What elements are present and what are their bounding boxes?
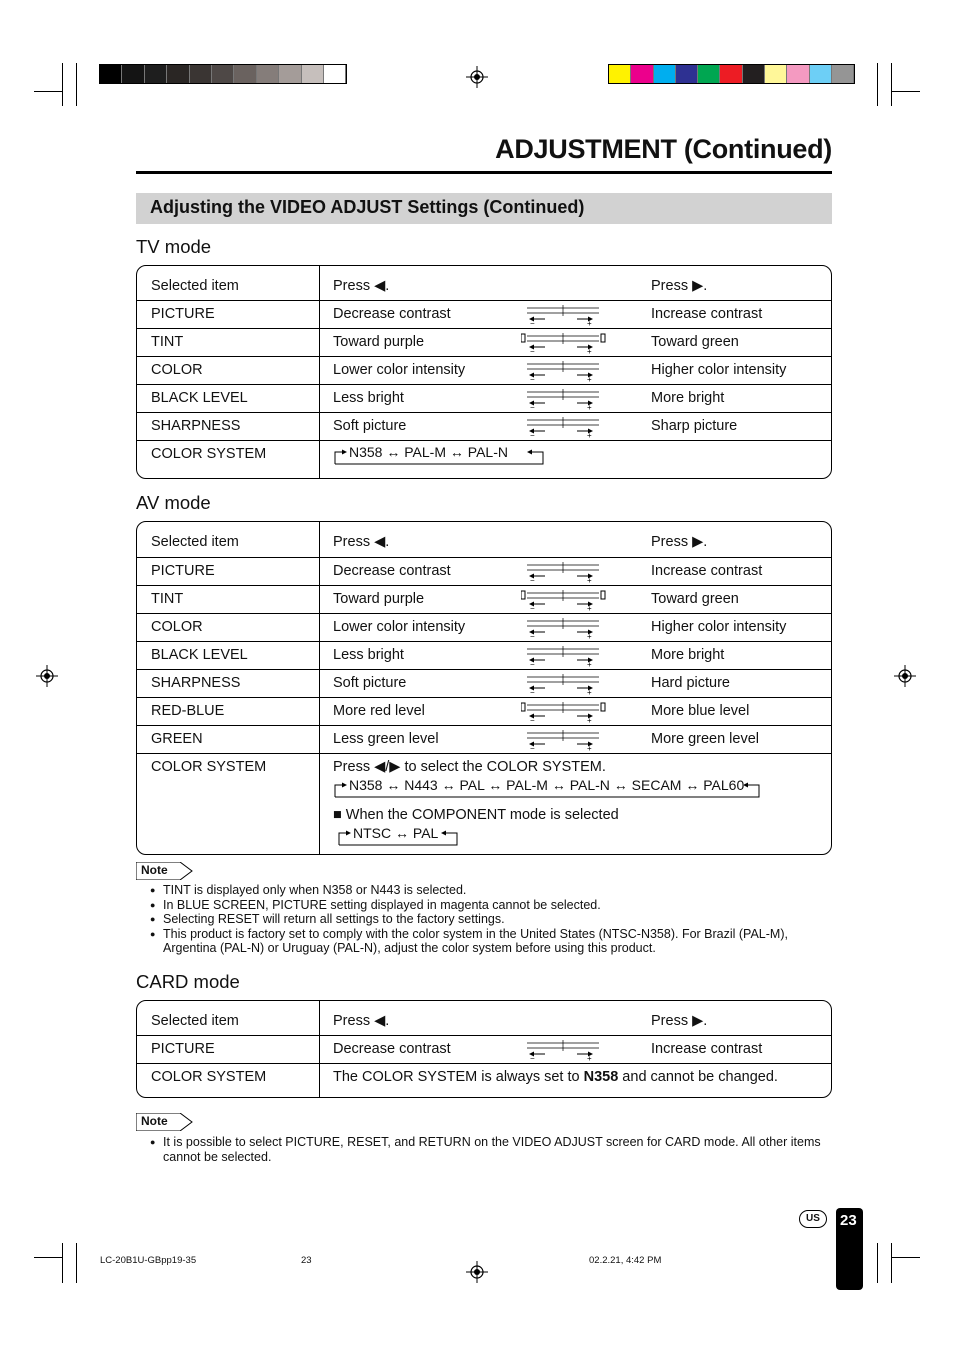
table-row-divider (137, 356, 831, 357)
adjustment-gauge-icon (521, 305, 613, 327)
table-cell-item: COLOR (151, 619, 203, 635)
registration-mark-icon (466, 66, 488, 88)
gray-color-bar (99, 64, 347, 84)
table-cell-left-action: Soft picture (333, 418, 407, 434)
svg-text:−: − (530, 688, 535, 696)
component-mode-note: ■ When the COMPONENT mode is selected (333, 807, 619, 823)
tv-mode-table (136, 265, 832, 479)
table-cell-item: COLOR SYSTEM (151, 759, 267, 775)
table-cell-right-action: Toward green (651, 334, 739, 350)
table-cell-item: PICTURE (151, 563, 215, 579)
cycle-options-text: N358 ↔ N443 ↔ PAL ↔ PAL-M ↔ PAL-N ↔ SECAM ↔ PAL60 (349, 777, 745, 793)
card-mode-heading: CARD mode (136, 971, 240, 992)
note-item: ● TINT is displayed only when N358 or N443 is selected. (150, 883, 828, 898)
header-press-right: Press ▶. (651, 1013, 708, 1029)
table-row-divider (137, 300, 831, 301)
color-system-instruction: Press ◀/▶ to select the COLOR SYSTEM. (333, 759, 606, 775)
color-swatch (810, 65, 832, 83)
table-cell-item: COLOR SYSTEM (151, 1069, 267, 1085)
section-heading: Adjusting the VIDEO ADJUST Settings (Continued) (150, 197, 585, 217)
svg-text:−: − (530, 604, 535, 612)
header-press-right: Press ▶. (651, 534, 708, 550)
svg-text:−: − (530, 660, 535, 668)
adjustment-gauge-icon (521, 562, 613, 584)
svg-text:−: − (530, 431, 535, 439)
header-selected-item: Selected item (151, 534, 239, 550)
adjustment-gauge-icon (521, 361, 613, 383)
svg-text:+: + (587, 1054, 592, 1062)
svg-text:+: + (587, 660, 592, 668)
color-swatch (279, 65, 301, 83)
table-cell-right-action: Sharp picture (651, 418, 738, 434)
color-system-cycle (333, 777, 761, 803)
page-number-tab (836, 1208, 863, 1290)
table-cell-right-action: Hard picture (651, 675, 730, 691)
svg-text:+: + (587, 632, 592, 640)
color-swatch (631, 65, 653, 83)
color-swatch (234, 65, 256, 83)
footer-page: 23 (301, 1255, 312, 1266)
table-row-divider (137, 613, 831, 614)
av-mode-heading: AV mode (136, 492, 211, 513)
color-swatch (212, 65, 234, 83)
table-cell-left-action: Decrease contrast (333, 1041, 451, 1057)
table-cell-item: RED-BLUE (151, 703, 225, 719)
svg-text:−: − (530, 576, 535, 584)
color-swatch (787, 65, 809, 83)
svg-text:−: − (530, 319, 535, 327)
component-color-system-cycle (337, 825, 459, 851)
table-cell-item: SHARPNESS (151, 418, 241, 434)
title-rule (136, 171, 832, 174)
svg-text:+: + (587, 576, 592, 584)
table-cell-item: SHARPNESS (151, 675, 241, 691)
table-row-divider (137, 1035, 831, 1036)
region-badge: US (799, 1210, 827, 1228)
table-row-divider (137, 585, 831, 586)
footer-date: 02.2.21, 4:42 PM (589, 1255, 662, 1266)
table-row-divider (137, 557, 831, 558)
adjustment-gauge-icon (521, 646, 613, 668)
svg-text:−: − (530, 403, 535, 411)
table-cell-right-action: Toward green (651, 591, 739, 607)
page-number: 23 (840, 1212, 857, 1229)
svg-text:+: + (587, 431, 592, 439)
cycle-options-text: N358 ↔ PAL-M ↔ PAL-N (349, 444, 508, 460)
text-fragment: and cannot be changed. (618, 1069, 778, 1085)
text-fragment: The COLOR SYSTEM is always set to (333, 1069, 584, 1085)
svg-text:+: + (587, 604, 592, 612)
table-cell-left-action: Soft picture (333, 675, 407, 691)
table-cell-left-action: Toward purple (333, 591, 425, 607)
table-cell-right-action: Increase contrast (651, 563, 763, 579)
note-label: Note (141, 863, 168, 877)
note-list (150, 883, 828, 956)
svg-text:−: − (530, 632, 535, 640)
card-mode-table (136, 1000, 832, 1098)
table-cell-left-action: Lower color intensity (333, 362, 466, 378)
page-title: ADJUSTMENT (Continued) (495, 134, 832, 164)
table-cell-left-action: Lower color intensity (333, 619, 466, 635)
table-cell-item: PICTURE (151, 306, 215, 322)
adjustment-gauge-icon (521, 590, 613, 612)
table-cell-item: TINT (151, 591, 184, 607)
table-cell-right-action: More bright (651, 390, 725, 406)
color-swatch (720, 65, 742, 83)
registration-mark-icon (894, 665, 916, 687)
svg-text:−: − (530, 375, 535, 383)
svg-text:+: + (587, 744, 592, 752)
table-cell-item: TINT (151, 334, 184, 350)
adjustment-gauge-icon (521, 618, 613, 640)
card-color-system-text (333, 1069, 778, 1085)
adjustment-gauge-icon (521, 417, 613, 439)
registration-mark-icon (36, 665, 58, 687)
color-system-value: N358 (583, 1069, 619, 1085)
color-swatch (145, 65, 167, 83)
table-row-divider (137, 641, 831, 642)
color-swatch (832, 65, 854, 83)
color-swatch (100, 65, 122, 83)
adjustment-gauge-icon (521, 333, 613, 355)
adjustment-gauge-icon (521, 702, 613, 724)
av-mode-table (136, 521, 832, 855)
header-press-left: Press ◀. (333, 534, 390, 550)
svg-text:−: − (530, 1054, 535, 1062)
header-press-right: Press ▶. (651, 278, 708, 294)
color-swatch (122, 65, 144, 83)
footer-file-name: LC-20B1U-GBpp19-35 (100, 1255, 197, 1266)
section-heading-bar (136, 193, 832, 224)
adjustment-gauge-icon (521, 674, 613, 696)
color-swatch (676, 65, 698, 83)
table-row-divider (137, 725, 831, 726)
note-label: Note (141, 1114, 168, 1128)
note-item: ● This product is factory set to comply with the color system in the United States (NTSC-N358). For Brazil (PAL-M), Argentina (PAL-N) or Uruguay (PAL-N), adjust the color system before using this product. (150, 927, 828, 956)
color-swatch (609, 65, 631, 83)
table-cell-item: BLACK LEVEL (151, 390, 248, 406)
svg-text:+: + (587, 688, 592, 696)
cycle-options-text: NTSC ↔ PAL (353, 825, 439, 841)
adjustment-gauge-icon (521, 389, 613, 411)
tv-mode-heading: TV mode (136, 236, 212, 257)
table-row-divider (137, 384, 831, 385)
svg-text:+: + (587, 403, 592, 411)
table-row-divider (137, 669, 831, 670)
svg-text:+: + (587, 347, 592, 355)
svg-text:+: + (587, 716, 592, 724)
table-cell-left-action: Less bright (333, 647, 404, 663)
table-row-divider (137, 753, 831, 754)
note-item: ● Selecting RESET will return all settings to the factory settings. (150, 912, 828, 927)
table-cell-right-action: Increase contrast (651, 1041, 763, 1057)
table-row-divider (137, 697, 831, 698)
adjustment-gauge-icon (521, 730, 613, 752)
table-cell-item: GREEN (151, 731, 203, 747)
header-press-left: Press ◀. (333, 278, 390, 294)
color-swatch (302, 65, 324, 83)
header-selected-item: Selected item (151, 1013, 239, 1029)
color-swatch (324, 65, 346, 83)
table-row-divider (137, 412, 831, 413)
table-row-divider (137, 1063, 831, 1064)
table-cell-left-action: Decrease contrast (333, 306, 451, 322)
registration-mark-icon (466, 1261, 488, 1283)
svg-text:−: − (530, 347, 535, 355)
table-cell-item: PICTURE (151, 1041, 215, 1057)
table-row-divider (137, 328, 831, 329)
svg-text:−: − (530, 716, 535, 724)
color-swatch (698, 65, 720, 83)
svg-text:+: + (587, 319, 592, 327)
color-swatch (257, 65, 279, 83)
table-cell-right-action: Increase contrast (651, 306, 763, 322)
svg-text:−: − (530, 744, 535, 752)
color-system-cycle (333, 444, 545, 470)
table-row-divider (137, 440, 831, 441)
color-swatch (167, 65, 189, 83)
table-cell-item: COLOR SYSTEM (151, 446, 267, 462)
table-cell-right-action: More green level (651, 731, 759, 747)
table-cell-left-action: Decrease contrast (333, 563, 451, 579)
note-list (150, 1135, 828, 1164)
svg-text:+: + (587, 375, 592, 383)
table-cell-right-action: More blue level (651, 703, 750, 719)
color-swatch (654, 65, 676, 83)
note-item: ● In BLUE SCREEN, PICTURE setting displayed in magenta cannot be selected. (150, 898, 828, 913)
process-color-bar (608, 64, 855, 84)
table-cell-right-action: Higher color intensity (651, 362, 787, 378)
header-press-left: Press ◀. (333, 1013, 390, 1029)
header-selected-item: Selected item (151, 278, 239, 294)
note-item: ● It is possible to select PICTURE, RESET, and RETURN on the VIDEO ADJUST screen for CARD mode. All other items cannot be selected. (150, 1135, 828, 1164)
color-swatch (190, 65, 212, 83)
adjustment-gauge-icon (521, 1040, 613, 1062)
table-cell-left-action: Less bright (333, 390, 404, 406)
table-cell-right-action: Higher color intensity (651, 619, 787, 635)
table-cell-item: BLACK LEVEL (151, 647, 248, 663)
table-cell-left-action: More red level (333, 703, 425, 719)
color-swatch (743, 65, 765, 83)
color-swatch (765, 65, 787, 83)
table-cell-left-action: Toward purple (333, 334, 425, 350)
table-cell-item: COLOR (151, 362, 203, 378)
table-cell-left-action: Less green level (333, 731, 439, 747)
table-cell-right-action: More bright (651, 647, 725, 663)
